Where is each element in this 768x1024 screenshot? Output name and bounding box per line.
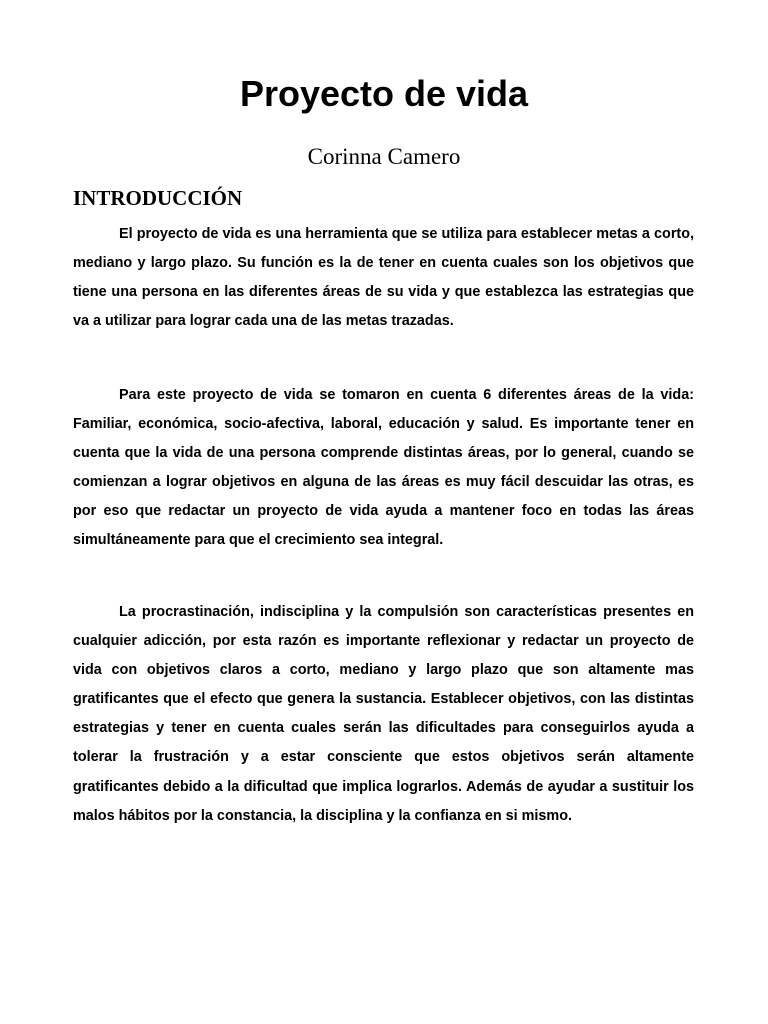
section-heading-introduccion: INTRODUCCIÓN bbox=[73, 186, 243, 210]
paragraph-2: Para este proyecto de vida se tomaron en cuenta 6 diferentes áreas de la vida: Familiar, económica, socio-afectiva, laboral, educación y salud. Es importante tener en cuenta que la vida de una persona comprende distintas áreas, por lo general, cuando se comienzan a lograr objetivos en alguna de las áreas es muy fácil descuidar las otras, es por eso que redactar un proyecto de vida ayuda a mantener foco en todas las áreas simultáneamente para que el crecimiento sea integral. bbox=[73, 387, 694, 549]
paragraph-1: El proyecto de vida es una herramienta que se utiliza para establecer metas a corto, mediano y largo plazo. Su función es la de tener en cuenta cuales son los objetivos que tiene una persona en las diferentes áreas de su vida y que establezca las estrategias que va a utilizar para lograr cada una de las metas trazadas. bbox=[73, 226, 694, 330]
document-title: Proyecto de vida bbox=[239, 73, 529, 114]
paragraph-3: La procrastinación, indisciplina y la compulsión son características presentes en cualquier adicción, por esta razón es importante reflexionar y redactar un proyecto de vida con objetivos claros a corto, mediano y largo plazo que son altamente mas gratificantes que el efecto que genera la sustancia. Establecer objetivos, con las distintas estrategias y tener en cuenta cuales serán las dificultades para conseguirlos ayuda a tolerar la frustración y a estar consciente que estos objetivos serán altamente gratificantes debido a la dificultad que implica lograrlos. Además de ayudar a sustituir los malos hábitos por la constancia, la disciplina y la confianza en si mismo. bbox=[73, 604, 694, 824]
author-name: Corinna Camero bbox=[307, 144, 461, 169]
